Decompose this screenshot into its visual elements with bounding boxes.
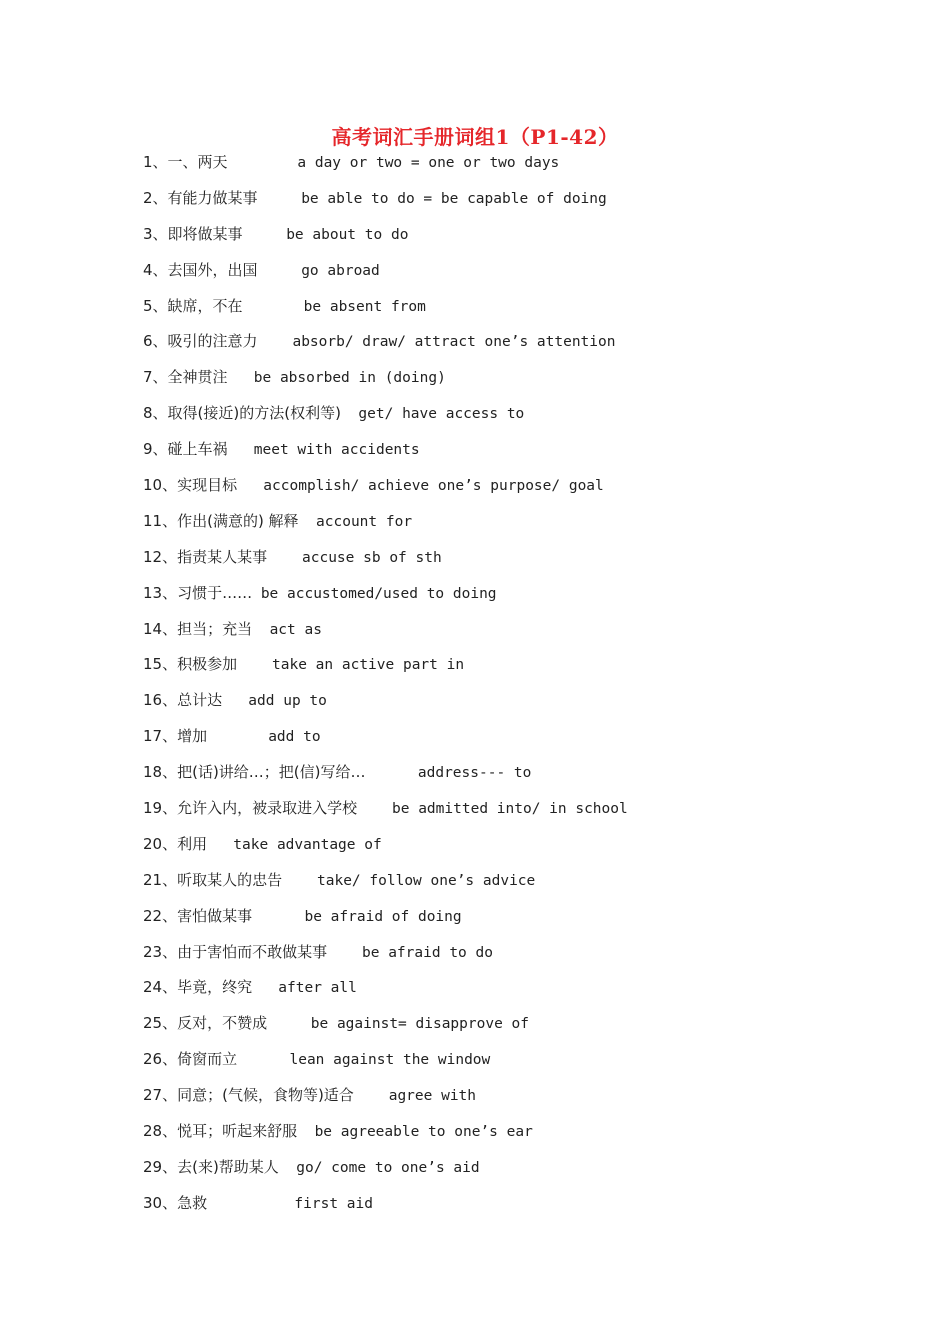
- phrase-chinese: 11、作出(满意的) 解释: [143, 511, 299, 530]
- page-title: 高考词汇手册词组1（P1-42）: [331, 125, 619, 149]
- phrase-entry: [143, 796, 863, 832]
- phrase-chinese: 16、总计达: [143, 691, 223, 710]
- phrase-chinese: 23、由于害怕而不敢做某事: [143, 942, 328, 961]
- phrase-english: go/ come to one’s aid: [296, 1159, 480, 1176]
- phrase-spacer: [207, 837, 233, 853]
- phrase-spacer: [207, 1196, 294, 1212]
- phrase-english: address--- to: [417, 765, 532, 782]
- phrase-spacer: [243, 227, 287, 243]
- phrase-spacer: [237, 478, 263, 494]
- phrase-english: take an active part in: [272, 657, 465, 674]
- phrase-entry: [143, 1083, 863, 1119]
- phrase-spacer: [228, 155, 298, 171]
- phrase-english: be absent from: [303, 298, 426, 315]
- phrase-chinese: 8、取得(接近)的方法(权利等): [143, 404, 341, 423]
- phrase-spacer: [258, 191, 302, 207]
- phrase-chinese: 24、毕竟，终究: [143, 978, 253, 997]
- phrase-entry: [143, 724, 863, 760]
- phrase-english: agree with: [388, 1088, 477, 1105]
- phrase-english: act as: [269, 621, 322, 638]
- phrase-entry: [143, 975, 863, 1011]
- phrase-entry: [143, 509, 863, 545]
- phrase-english: add to: [268, 729, 321, 746]
- phrase-english: be able to do = be capable of doing: [301, 190, 607, 207]
- phrase-chinese: 26、倚窗而立: [143, 1050, 238, 1069]
- phrase-english: first aid: [294, 1195, 373, 1212]
- phrase-entry: [143, 688, 863, 724]
- phrase-english: be afraid to do: [362, 944, 493, 961]
- phrase-chinese: 7、全神贯注: [143, 368, 228, 387]
- phrase-entry: [143, 294, 863, 330]
- phrase-entry: [143, 652, 863, 688]
- phrase-entry: [143, 832, 863, 868]
- phrase-chinese: 19、允许入内，被录取进入学校: [143, 799, 358, 818]
- phrase-chinese: 29、去(来)帮助某人: [143, 1157, 279, 1176]
- phrase-chinese: 13、习惯于……: [143, 583, 253, 602]
- phrase-english: be afraid of doing: [304, 908, 462, 925]
- phrase-entry: [143, 258, 863, 294]
- phrase-entry: [143, 473, 863, 509]
- phrase-spacer: [279, 1160, 296, 1176]
- phrase-spacer: [282, 873, 317, 889]
- phrase-chinese: 22、害怕做某事: [143, 906, 253, 925]
- phrase-entry: [143, 940, 863, 976]
- phrase-entry: [143, 1011, 863, 1047]
- phrase-english: add up to: [248, 693, 327, 710]
- phrase-spacer: [252, 980, 278, 996]
- phrase-spacer: [354, 1088, 389, 1104]
- phrase-english: after all: [278, 980, 357, 997]
- phrase-entry: [143, 437, 863, 473]
- phrase-chinese: 14、担当；充当: [143, 619, 253, 638]
- phrase-spacer: [341, 406, 358, 422]
- phrase-chinese: 3、即将做某事: [143, 224, 243, 243]
- phrase-spacer: [222, 693, 248, 709]
- phrase-english: be agreeable to one’s ear: [314, 1124, 533, 1141]
- phrase-chinese: 12、指责某人某事: [143, 547, 268, 566]
- phrase-spacer: [258, 334, 293, 350]
- phrase-entry: [143, 1191, 863, 1227]
- phrase-spacer: [252, 622, 269, 638]
- phrase-entry: [143, 1047, 863, 1083]
- phrase-english: be admitted into/ in school: [392, 801, 628, 818]
- phrase-english: absorb/ draw/ attract one’s attention: [292, 334, 616, 351]
- phrase-spacer: [267, 550, 302, 566]
- phrase-english: accomplish/ achieve one’s purpose/ goal: [263, 478, 604, 495]
- phrase-entry: [143, 1155, 863, 1191]
- phrase-chinese: 2、有能力做某事: [143, 188, 258, 207]
- phrase-chinese: 25、反对，不赞成: [143, 1014, 268, 1033]
- phrase-entry: [143, 365, 863, 401]
- phrase-english: take/ follow one’s advice: [317, 872, 536, 889]
- phrase-chinese: 15、积极参加: [143, 655, 238, 674]
- phrase-entry: [143, 329, 863, 365]
- phrase-english: account for: [316, 513, 413, 530]
- phrase-spacer: [366, 765, 418, 781]
- phrase-chinese: 4、去国外，出国: [143, 260, 258, 279]
- phrase-chinese: 30、急救: [143, 1193, 208, 1212]
- phrase-chinese: 28、悦耳；听起来舒服: [143, 1122, 298, 1141]
- phrase-entry: [143, 617, 863, 653]
- phrase-chinese: 5、缺席，不在: [143, 296, 243, 315]
- phrase-entry: [143, 581, 863, 617]
- phrase-spacer: [237, 657, 272, 673]
- phrase-entry: [143, 545, 863, 581]
- phrase-list: [143, 150, 863, 1227]
- phrase-spacer: [243, 299, 304, 315]
- phrase-chinese: 9、碰上车祸: [143, 440, 228, 459]
- phrase-entry: [143, 904, 863, 940]
- phrase-chinese: 20、利用: [143, 834, 208, 853]
- phrase-chinese: 21、听取某人的忠告: [143, 870, 283, 889]
- phrase-entry: [143, 1119, 863, 1155]
- phrase-entry: [143, 401, 863, 437]
- phrase-english: be about to do: [286, 226, 409, 243]
- phrase-chinese: 1、一、两天: [143, 153, 228, 171]
- phrase-entry: [143, 760, 863, 796]
- phrase-english: take advantage of: [233, 836, 382, 853]
- phrase-chinese: 6、吸引的注意力: [143, 332, 258, 351]
- phrase-chinese: 17、增加: [143, 727, 208, 746]
- phrase-spacer: [228, 442, 254, 458]
- phrase-english: accuse sb of sth: [302, 549, 442, 566]
- phrase-english: get/ have access to: [358, 406, 525, 423]
- phrase-chinese: 27、同意；(气候，食物等)适合: [143, 1086, 354, 1105]
- phrase-english: lean against the window: [289, 1052, 491, 1069]
- phrase-spacer: [267, 1016, 311, 1032]
- phrase-spacer: [297, 1124, 314, 1140]
- phrase-english: be absorbed in (doing): [253, 370, 446, 387]
- phrase-spacer: [237, 1052, 289, 1068]
- phrase-spacer: [252, 909, 304, 925]
- phrase-spacer: [207, 729, 268, 745]
- phrase-entry: [143, 186, 863, 222]
- phrase-english: go abroad: [301, 262, 380, 279]
- phrase-entry: [143, 868, 863, 904]
- phrase-spacer: [299, 514, 316, 530]
- phrase-english: be accustomed/used to doing: [260, 585, 497, 602]
- phrase-spacer: [357, 801, 392, 817]
- phrase-spacer: [327, 945, 362, 961]
- phrase-english: a day or two = one or two days: [297, 155, 560, 171]
- phrase-spacer: [252, 586, 261, 602]
- phrase-entry: [143, 150, 863, 186]
- phrase-entry: [143, 222, 863, 258]
- phrase-spacer: [258, 263, 302, 279]
- phrase-spacer: [228, 370, 254, 386]
- phrase-english: meet with accidents: [253, 442, 420, 459]
- phrase-chinese: 18、把(话)讲给…；把(信)写给…: [143, 763, 366, 782]
- phrase-chinese: 10、实现目标: [143, 476, 238, 495]
- phrase-english: be against= disapprove of: [310, 1016, 529, 1033]
